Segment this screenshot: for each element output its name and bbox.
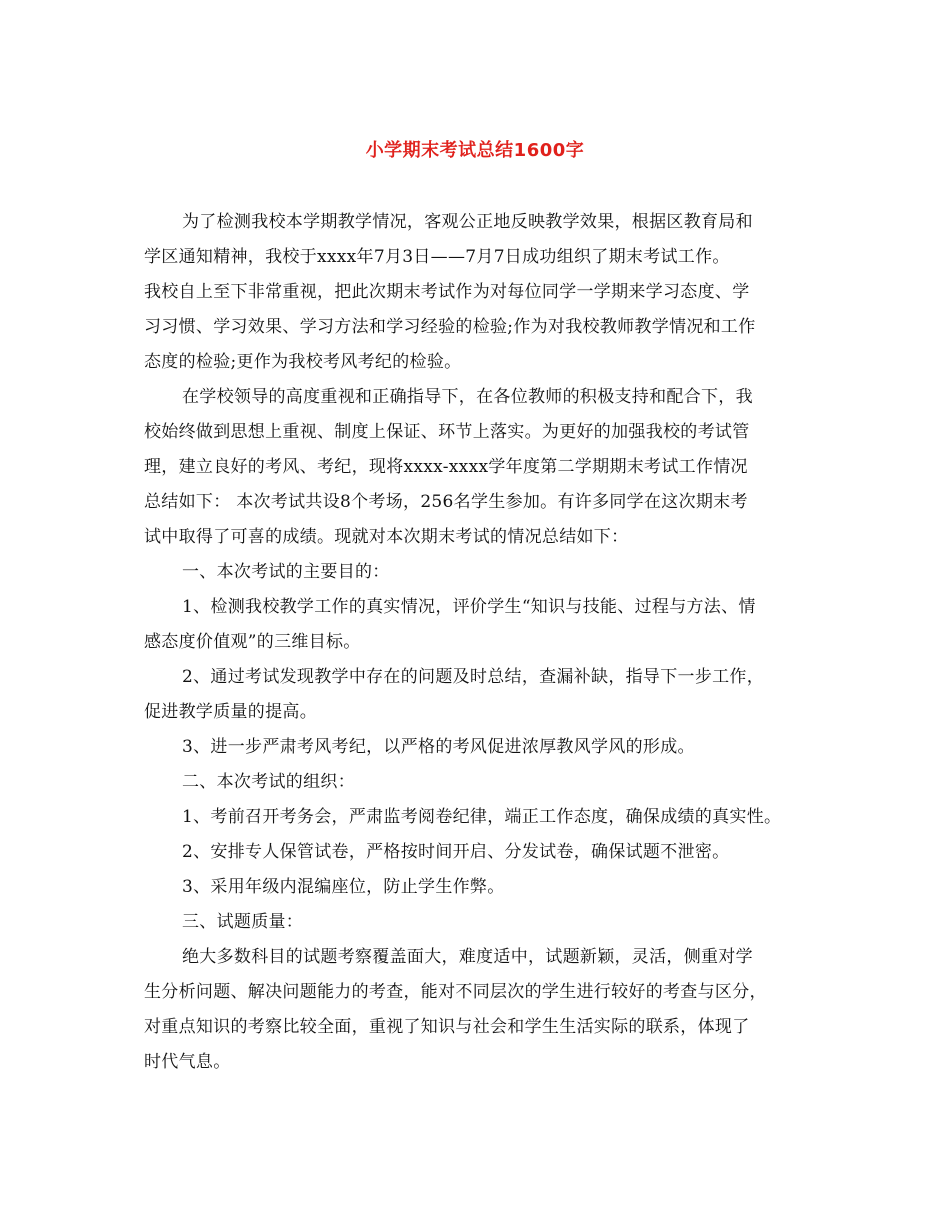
body-line: 3、进一步严肃考风考纪，以严格的考风促进浓厚教风学风的形成。 (182, 737, 695, 757)
body-line: 促进教学质量的提高。 (144, 702, 317, 722)
body-line: 理，建立良好的考风、考纪，现将xxxx-xxxx学年度第二学期期末考试工作情况 (144, 457, 748, 477)
body-line: 感态度价值观”的三维目标。 (144, 632, 361, 652)
body-line: 1、检测我校教学工作的真实情况，评价学生“知识与技能、过程与方法、情 (182, 597, 756, 617)
body-line: 总结如下： 本次考试共设8个考场，256名学生参加。有许多同学在这次期末考 (144, 492, 748, 512)
body-line: 2、安排专人保管试卷，严格按时间开启、分发试卷，确保试题不泄密。 (182, 842, 730, 862)
body-line: 在学校领导的高度重视和正确指导下，在各位教师的积极支持和配合下，我 (182, 387, 753, 407)
body-line: 二、本次考试的组织： (182, 772, 355, 792)
body-line: 2、通过考试发现教学中存在的问题及时总结，查漏补缺，指导下一步工作， (182, 667, 765, 687)
body-line: 校始终做到思想上重视、制度上保证、环节上落实。为更好的加强我校的考试管 (144, 422, 750, 442)
document-body (144, 205, 834, 1080)
body-line: 为了检测我校本学期教学情况，客观公正地反映教学效果，根据区教育局和 (182, 212, 753, 232)
body-line: 生分析问题、解决问题能力的考查，能对不同层次的学生进行较好的考查与区分， (144, 982, 767, 1002)
body-line: 三、试题质量： (182, 912, 304, 932)
body-line: 对重点知识的考察比较全面，重视了知识与社会和学生生活实际的联系，体现了 (144, 1017, 750, 1037)
body-line: 试中取得了可喜的成绩。现就对本次期末考试的情况总结如下： (144, 527, 629, 547)
body-line: 习习惯、学习效果、学习方法和学习经验的检验;作为对我校教师教学情况和工作 (144, 317, 756, 337)
document-title: 小学期末考试总结1600字 (365, 140, 585, 161)
body-line: 态度的检验;更作为我校考风考纪的检验。 (144, 352, 462, 372)
body-line: 我校自上至下非常重视，把此次期末考试作为对每位同学一学期来学习态度、学 (144, 282, 750, 302)
body-line: 时代气息。 (144, 1052, 231, 1072)
body-line: 学区通知精神，我校于xxxx年7月3日——7月7日成功组织了期末考试工作。 (144, 247, 730, 267)
body-line: 3、采用年级内混编座位，防止学生作弊。 (182, 877, 505, 897)
body-line: 一、本次考试的主要目的： (182, 562, 390, 582)
body-line: 1、考前召开考务会，严肃监考阅卷纪律，端正工作态度，确保成绩的真实性。 (182, 807, 782, 827)
body-line: 绝大多数科目的试题考察覆盖面大，难度适中，试题新颖，灵活，侧重对学 (182, 947, 753, 967)
